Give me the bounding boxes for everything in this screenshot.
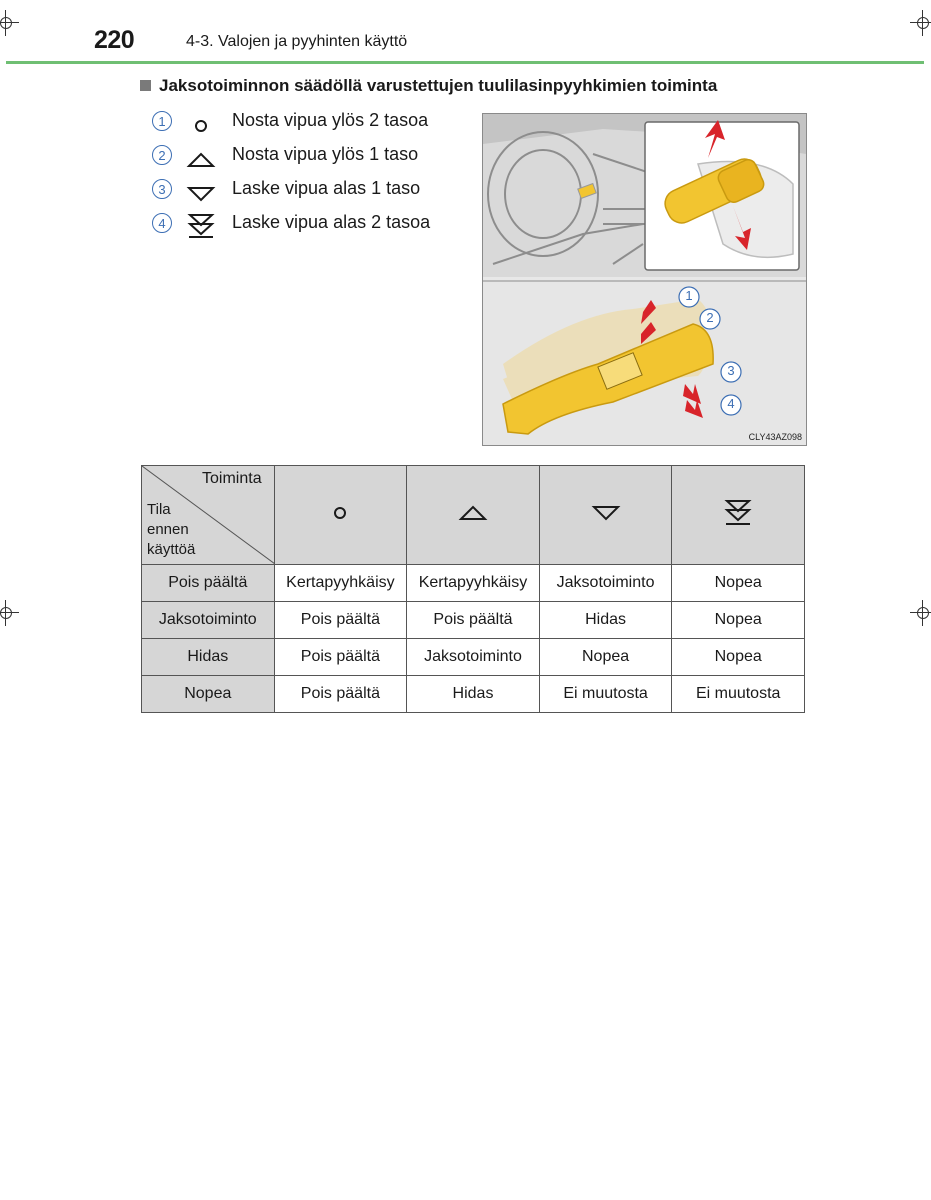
triangle-down-symbol-icon	[589, 500, 623, 526]
table-row	[142, 639, 805, 676]
triangle-up-symbol-icon	[456, 500, 490, 526]
table-cell: Jaksotoiminto	[407, 639, 540, 676]
double-triangle-down-symbol-icon	[721, 498, 755, 528]
figure-code: CLY43AZ098	[748, 432, 802, 442]
step-text: Nosta vipua ylös 2 tasoa	[232, 110, 429, 130]
step-number-badge: 3	[152, 179, 172, 199]
step-number-badge: 1	[152, 111, 172, 131]
table-row	[142, 676, 805, 713]
table-corner-cell	[142, 466, 275, 565]
illustration-drawing	[483, 114, 806, 445]
row-state-cell: Nopea	[142, 676, 275, 713]
callout-number-4: 4	[727, 396, 735, 411]
row-state-cell: Jaksotoiminto	[142, 602, 275, 639]
section-bullet-square	[140, 80, 151, 91]
crop-mark-top-right	[916, 16, 930, 30]
column-header-triangle-down	[539, 466, 672, 565]
section-title-text: Jaksotoiminnon säädöllä varustettujen tuulilasinpyyhkimien toiminta	[159, 76, 718, 95]
column-header-triangle-up	[407, 466, 540, 565]
step-number-badge: 2	[152, 145, 172, 165]
step-text: Laske vipua alas 2 tasoa	[232, 212, 431, 232]
column-header-double-triangle-down	[672, 466, 805, 565]
table-row	[142, 565, 805, 602]
crop-mark-mid-right	[916, 606, 930, 620]
page-number: 220	[94, 26, 135, 54]
table-cell: Kertapyyhkäisy	[274, 565, 407, 602]
callout-number-3: 3	[727, 363, 735, 378]
table-header-row	[142, 466, 805, 565]
table-cell: Ei muutosta	[672, 676, 805, 713]
wiper-lever-illustration	[482, 113, 807, 446]
table-cell: Ei muutosta	[539, 676, 672, 713]
corner-label-action: Toiminta	[202, 470, 262, 487]
circle-symbol-icon	[323, 500, 357, 526]
callout-number-1: 1	[685, 288, 693, 303]
crop-mark-mid-left	[0, 606, 13, 620]
table-cell: Pois päältä	[407, 602, 540, 639]
section-title	[140, 76, 717, 96]
table-cell: Hidas	[407, 676, 540, 713]
table-cell: Nopea	[539, 639, 672, 676]
table-cell: Nopea	[672, 565, 805, 602]
row-state-cell: Pois päältä	[142, 565, 275, 602]
table-cell: Hidas	[539, 602, 672, 639]
step-text: Nosta vipua ylös 1 taso	[232, 144, 419, 164]
header-rule	[6, 61, 924, 64]
running-head: 4-3. Valojen ja pyyhinten käyttö	[186, 33, 408, 50]
table-cell: Nopea	[672, 602, 805, 639]
table-row	[142, 602, 805, 639]
crop-mark-top-left	[0, 16, 13, 30]
circle-symbol-icon	[184, 110, 218, 136]
column-header-circle	[274, 466, 407, 565]
callout-number-2: 2	[706, 310, 714, 325]
table-cell: Pois päältä	[274, 602, 407, 639]
row-state-cell: Hidas	[142, 639, 275, 676]
triangle-up-symbol-icon	[184, 144, 218, 170]
table-cell: Pois päältä	[274, 676, 407, 713]
step-number-badge: 4	[152, 213, 172, 233]
double-triangle-down-symbol-icon	[184, 212, 218, 238]
table-cell: Jaksotoiminto	[539, 565, 672, 602]
table-cell: Pois päältä	[274, 639, 407, 676]
wiper-state-table	[141, 465, 805, 713]
table-cell: Nopea	[672, 639, 805, 676]
step-text: Laske vipua alas 1 taso	[232, 178, 421, 198]
table-cell: Kertapyyhkäisy	[407, 565, 540, 602]
triangle-down-symbol-icon	[184, 178, 218, 204]
corner-label-state: Tila ennen käyttöä	[147, 501, 196, 558]
